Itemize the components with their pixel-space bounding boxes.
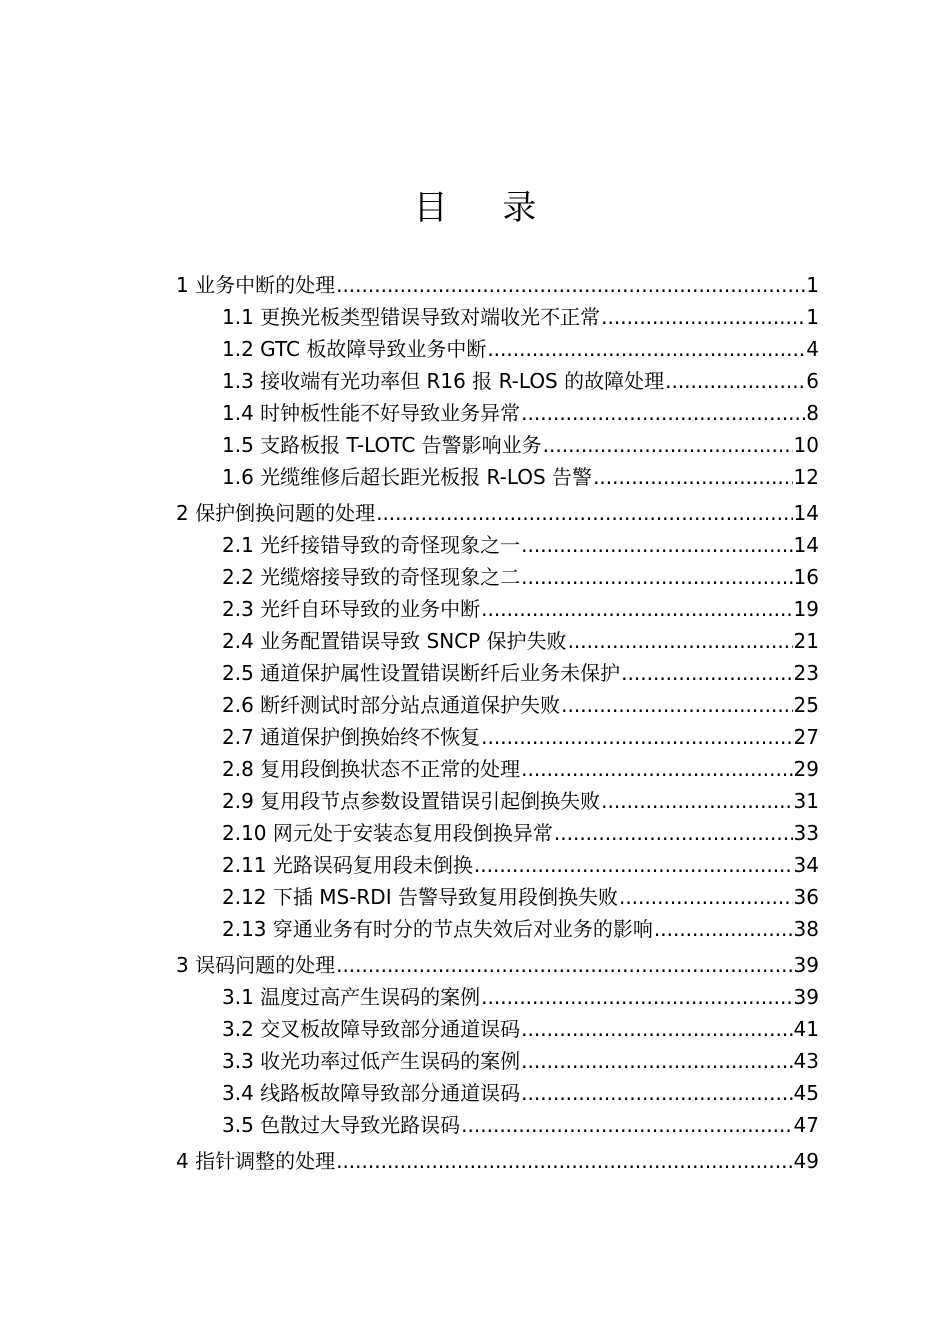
toc-dot-leader [593,461,792,493]
toc-section-entry[interactable] [0,1077,819,1109]
toc-dot-leader [568,625,793,657]
toc-chapter-entry[interactable] [0,1145,819,1177]
toc-section-entry[interactable] [0,561,819,593]
toc-page-number: 47 [793,1113,819,1137]
toc-entry-title: 3.1 温度过高产生误码的案例 [222,985,481,1009]
toc-dot-leader [521,1077,792,1109]
toc-entry-title: 2.4 业务配置错误导致 SNCP 保护失败 [222,629,567,653]
toc-page-number: 19 [793,597,819,621]
toc-dot-leader [376,497,792,529]
toc-section-entry[interactable] [0,753,819,785]
toc-entry-title: 2 保护倒换问题的处理 [176,501,376,525]
toc-entry-title: 2.10 网元处于安装态复用段倒换异常 [222,821,553,845]
toc-entry-title: 1.5 支路板报 T-LOTC 告警影响业务 [222,433,542,457]
toc-entry-title: 2.2 光缆熔接导致的奇怪现象之二 [222,565,521,589]
toc-dot-leader [336,949,792,981]
toc-chapter-entry[interactable] [0,269,819,301]
toc-entry-title: 3 误码问题的处理 [176,953,336,977]
toc-dot-leader [554,817,793,849]
toc-dot-leader [474,849,793,881]
toc-page-number: 33 [793,821,819,845]
toc-chapter-entry[interactable] [0,949,819,981]
toc-entry-title: 3.5 色散过大导致光路误码 [222,1113,461,1137]
toc-dot-leader [521,529,792,561]
table-of-contents [0,269,950,1177]
toc-page-number: 4 [806,337,819,361]
toc-section-entry[interactable] [0,881,819,913]
toc-section-entry[interactable] [0,529,819,561]
toc-entry-title: 3.2 交叉板故障导致部分通道误码 [222,1017,521,1041]
toc-section-entry[interactable] [0,625,819,657]
toc-entry-title: 1 业务中断的处理 [176,273,336,297]
toc-dot-leader [561,689,792,721]
toc-dot-leader [336,269,805,301]
toc-page-number: 49 [793,1149,819,1173]
toc-section-entry[interactable] [0,657,819,689]
toc-dot-leader [601,785,792,817]
toc-page-number: 34 [793,853,819,877]
toc-dot-leader [521,753,792,785]
toc-entry-title: 1.4 时钟板性能不好导致业务异常 [222,401,521,425]
toc-page-number: 41 [793,1017,819,1041]
toc-page-number: 45 [793,1081,819,1105]
toc-entry-title: 2.7 通道保护倒换始终不恢复 [222,725,481,749]
toc-entry-title: 2.13 穿通业务有时分的节点失效后对业务的影响 [222,917,653,941]
toc-page-number: 6 [806,369,819,393]
toc-page-number: 39 [793,953,819,977]
toc-page-number: 1 [806,305,819,329]
toc-section-entry[interactable] [0,365,819,397]
toc-dot-leader [461,1109,792,1141]
toc-section-entry[interactable] [0,1109,819,1141]
toc-section-entry[interactable] [0,333,819,365]
toc-dot-leader [481,593,792,625]
toc-entry-title: 2.1 光纤接错导致的奇怪现象之一 [222,533,521,557]
toc-page-number: 43 [793,1049,819,1073]
toc-dot-leader [521,397,805,429]
toc-section-entry[interactable] [0,301,819,333]
toc-page-number: 29 [793,757,819,781]
toc-dot-leader [601,301,805,333]
toc-page-number: 38 [793,917,819,941]
toc-section-entry[interactable] [0,461,819,493]
toc-section-entry[interactable] [0,849,819,881]
toc-dot-leader [619,881,793,913]
toc-dot-leader [543,429,793,461]
toc-section-entry[interactable] [0,593,819,625]
toc-page-number: 10 [793,433,819,457]
toc-dot-leader [481,721,792,753]
toc-entry-title: 2.9 复用段节点参数设置错误引起倒换失败 [222,789,601,813]
toc-entry-title: 4 指针调整的处理 [176,1149,336,1173]
toc-page-number: 14 [793,533,819,557]
toc-entry-title: 2.11 光路误码复用段未倒换 [222,853,473,877]
toc-section-entry[interactable] [0,689,819,721]
toc-entry-title: 1.2 GTC 板故障导致业务中断 [222,337,487,361]
toc-page-number: 21 [793,629,819,653]
toc-dot-leader [621,657,792,689]
toc-page-number: 39 [793,985,819,1009]
toc-dot-leader [336,1145,792,1177]
toc-section-entry[interactable] [0,981,819,1013]
toc-dot-leader [665,365,805,397]
toc-section-entry[interactable] [0,785,819,817]
toc-page-number: 14 [793,501,819,525]
toc-dot-leader [521,1045,792,1077]
toc-page-number: 31 [793,789,819,813]
toc-entry-title: 1.6 光缆维修后超长距光板报 R-LOS 告警 [222,465,593,489]
toc-entry-title: 1.1 更换光板类型错误导致对端收光不正常 [222,305,601,329]
toc-page-number: 25 [793,693,819,717]
toc-page-number: 16 [793,565,819,589]
toc-entry-title: 3.3 收光功率过低产生误码的案例 [222,1049,521,1073]
toc-section-entry[interactable] [0,429,819,461]
toc-entry-title: 2.5 通道保护属性设置错误断纤后业务未保护 [222,661,621,685]
page-title: 目 录 [413,188,559,228]
toc-dot-leader [487,333,805,365]
toc-section-entry[interactable] [0,1013,819,1045]
toc-section-entry[interactable] [0,913,819,945]
toc-entry-title: 3.4 线路板故障导致部分通道误码 [222,1081,521,1105]
toc-dot-leader [654,913,793,945]
toc-list [0,269,819,1177]
toc-dot-leader [521,1013,792,1045]
toc-page-number: 36 [793,885,819,909]
toc-entry-title: 2.6 断纤测试时部分站点通道保护失败 [222,693,561,717]
toc-dot-leader [521,561,792,593]
toc-page-number: 12 [793,465,819,489]
toc-entry-title: 2.12 下插 MS-RDI 告警导致复用段倒换失败 [222,885,618,909]
toc-section-entry[interactable] [0,1045,819,1077]
toc-section-entry[interactable] [0,817,819,849]
toc-page-number: 1 [806,273,819,297]
toc-chapter-entry[interactable] [0,497,819,529]
toc-dot-leader [481,981,792,1013]
toc-entry-title: 1.3 接收端有光功率但 R16 报 R-LOS 的故障处理 [222,369,665,393]
toc-section-entry[interactable] [0,397,819,429]
toc-page-number: 27 [793,725,819,749]
toc-page-number: 23 [793,661,819,685]
toc-entry-title: 2.3 光纤自环导致的业务中断 [222,597,481,621]
toc-section-entry[interactable] [0,721,819,753]
toc-page-number: 8 [806,401,819,425]
toc-entry-title: 2.8 复用段倒换状态不正常的处理 [222,757,521,781]
